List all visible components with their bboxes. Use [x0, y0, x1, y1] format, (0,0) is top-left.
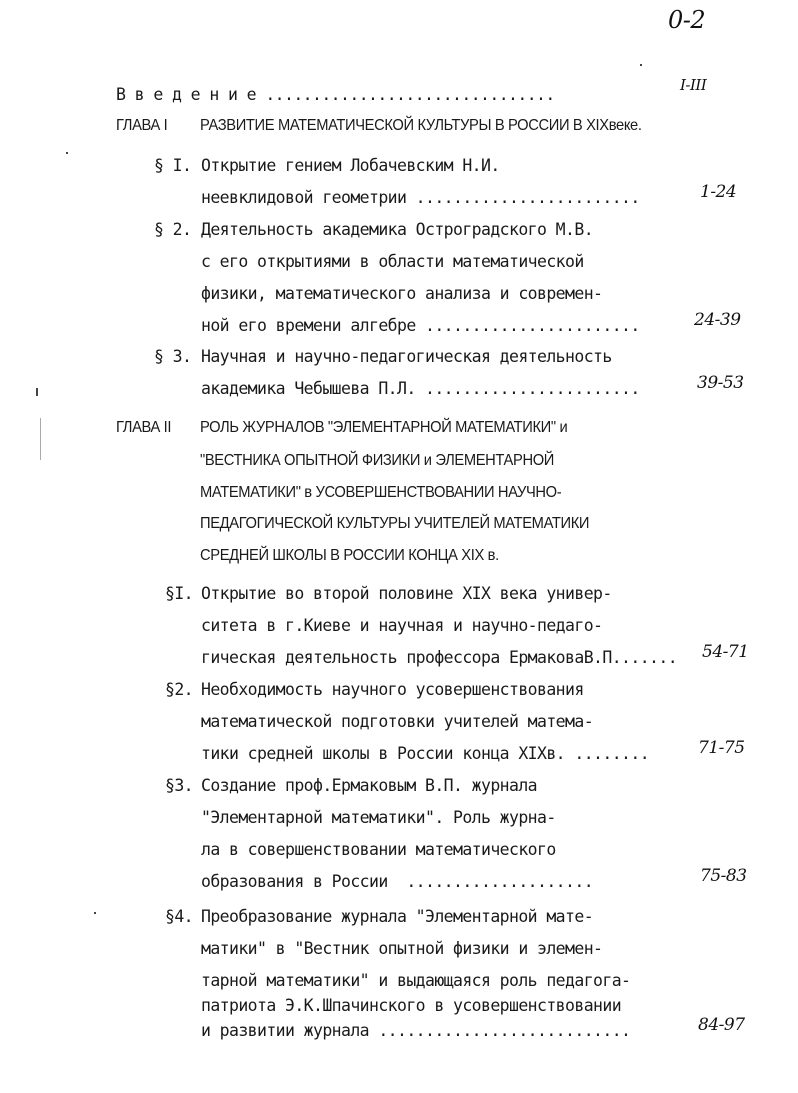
section-2-1-line1: Открытие во второй половине XIX века универ- — [201, 584, 612, 603]
section-2-3-line3: ла в совершенствовании математического — [201, 840, 556, 859]
section-2-1-pages: 54-71 — [702, 642, 749, 662]
section-2-2-number: §2. — [165, 680, 194, 699]
section-2-3-line4: образования в России .................... — [201, 872, 594, 891]
section-2-1-line2: ситета в г.Киеве и научная и научно-педаго- — [201, 616, 603, 635]
section-1-1-line2: неевклидовой геометрии ........................ — [201, 188, 640, 207]
page-label-handwritten: 0-2 — [668, 6, 706, 34]
scan-speck — [66, 152, 68, 154]
section-1-2-pages: 24-39 — [694, 310, 741, 330]
toc-intro-pages: I-III — [680, 76, 707, 94]
section-1-2-line2: с его открытиями в области математической — [201, 252, 584, 271]
section-2-4-line1: Преобразование журнала "Элементарной мате- — [201, 907, 594, 926]
section-1-3-pages: 39-53 — [697, 373, 744, 393]
section-2-4-number: §4. — [165, 907, 194, 926]
section-1-1-line1: Открытие гением Лобачевским Н.И. — [201, 156, 500, 175]
scan-speck — [40, 418, 41, 460]
scan-speck — [640, 64, 642, 66]
section-2-4-line3: тарной математики" и выдающаяся роль педагога- — [201, 971, 631, 990]
section-2-4-pages: 84-97 — [698, 1015, 745, 1035]
chapter-2-title-line3: МАТЕМАТИКИ" в УСОВЕРШЕНСТВОВАНИИ НАУЧНО- — [200, 484, 562, 501]
section-2-1-number: §I. — [165, 584, 194, 603]
section-2-2-pages: 71-75 — [698, 738, 745, 758]
chapter-1-title: РАЗВИТИЕ МАТЕМАТИЧЕСКОЙ КУЛЬТУРЫ В РОССИИ В XIXвеке. — [200, 117, 642, 134]
section-1-2-number: § 2. — [154, 220, 192, 239]
section-1-2-line1: Деятельность академика Остроградского М.В. — [201, 220, 594, 239]
chapter-2-title-line2: "ВЕСТНИКА ОПЫТНОЙ ФИЗИКИ и ЭЛЕМЕНТАРНОЙ — [200, 452, 555, 469]
section-2-4-line4: патриота Э.К.Шпачинского в усовершенствовании — [201, 996, 622, 1015]
section-1-1-pages: 1-24 — [700, 182, 737, 202]
section-1-3-line1: Научная и научно-педагогическая деятельность — [201, 347, 612, 366]
section-2-3-number: §3. — [165, 776, 194, 795]
section-1-3-line2: академика Чебышева П.Л. ....................... — [201, 379, 640, 398]
section-2-3-line1: Создание проф.Ермаковым В.П. журнала — [201, 776, 538, 795]
chapter-2-label: ГЛАВА II — [116, 419, 172, 436]
section-2-4-line5: и развитии журнала ........................... — [201, 1021, 631, 1040]
section-2-3-pages: 75-83 — [700, 866, 747, 886]
scan-speck — [94, 912, 96, 914]
section-2-3-line2: "Элементарной математики". Роль журна- — [201, 808, 556, 827]
section-2-2-line3: тики средней школы в России конца XIXв. ........ — [201, 744, 650, 763]
section-2-1-line3: гическая деятельность профессора ЕрмаковаВ.П....... — [201, 648, 678, 667]
section-1-2-line4: ной его времени алгебре ....................... — [201, 316, 640, 335]
section-1-3-number: § 3. — [154, 347, 192, 366]
chapter-2-title-line4: ПЕДАГОГИЧЕСКОЙ КУЛЬТУРЫ УЧИТЕЛЕЙ МАТЕМАТИКИ — [200, 515, 590, 532]
section-1-2-line3: физики, математического анализа и современ- — [201, 284, 603, 303]
section-1-1-number: § I. — [154, 156, 192, 175]
section-2-2-line2: математической подготовки учителей матема- — [201, 712, 594, 731]
section-2-2-line1: Необходимость научного усовершенствования — [201, 680, 584, 699]
toc-intro-label: В в е д е н и е ............................... — [116, 85, 555, 104]
chapter-2-title-line1: РОЛЬ ЖУРНАЛОВ "ЭЛЕМЕНТАРНОЙ МАТЕМАТИКИ" и — [200, 419, 568, 436]
section-2-4-line2: матики" в "Вестник опытной физики и элемен- — [201, 939, 603, 958]
chapter-1-label: ГЛАВА I — [116, 117, 168, 134]
chapter-2-title-line5: СРЕДНЕЙ ШКОЛЫ В РОССИИ КОНЦА XIX в. — [200, 547, 499, 564]
scan-speck — [36, 388, 38, 396]
